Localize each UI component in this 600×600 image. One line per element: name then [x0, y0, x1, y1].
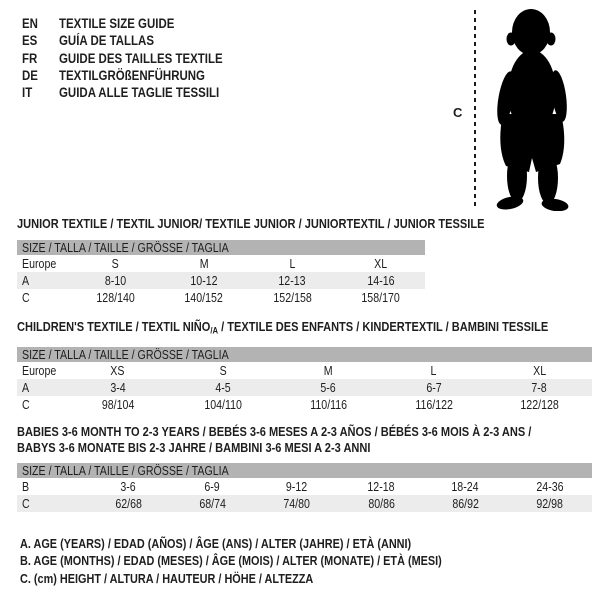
row-label: A — [22, 380, 30, 395]
table-row-c — [17, 289, 425, 306]
section-title-line2: BABYS 3-6 MONATE BIS 2-3 JAHRE / BAMBINI 3-6 MESI A 2-3 ANNI — [17, 440, 371, 456]
section-title-text: CHILDREN'S TEXTILE / TEXTIL $NIÑO_{/A}$ / TEXTILE DES ENFANTS / KINDERTEXTIL / BAMBINI TESSILE — [17, 319, 549, 336]
nino-a-subscript: /A — [210, 325, 219, 336]
table-cell: 116/122 — [415, 397, 453, 412]
section-title-children — [17, 319, 600, 338]
table-cell: 6-7 — [426, 380, 442, 395]
section-title-junior — [17, 216, 567, 232]
language-row — [22, 50, 252, 67]
table-cell: M — [199, 256, 209, 271]
table-cell: 3-6 — [120, 479, 136, 494]
section-title-line1: BABIES 3-6 MONTH TO 2-3 YEARS / BEBÉS 3-6 MESES A 2-3 AÑOS / BÉBÉS 3-6 MOIS À 2-3 ANS / — [17, 424, 532, 439]
table-cell: 8-10 — [104, 273, 126, 288]
table-cell: 74/80 — [283, 496, 311, 511]
language-code: EN — [22, 16, 38, 32]
section-title-text: JUNIOR TEXTILE / TEXTIL JUNIOR/ TEXTILE JUNIOR / JUNIORTEXTIL / JUNIOR TESSILE — [17, 216, 485, 231]
language-title: GUIDE DES TAILLES TEXTILE — [59, 50, 223, 66]
height-measure-line — [474, 10, 476, 208]
table-row-b — [17, 478, 592, 495]
table-cell: 140/152 — [184, 290, 223, 305]
language-code: DE — [22, 68, 38, 84]
language-row — [22, 67, 252, 84]
size-table-junior — [17, 240, 425, 306]
table-cell: 110/116 — [310, 397, 347, 412]
table-cell: 4-5 — [215, 380, 231, 395]
table-cell: 18-24 — [451, 479, 480, 494]
language-row — [22, 84, 252, 101]
table-cell: 128/140 — [96, 290, 135, 305]
table-cell: 80/86 — [367, 496, 395, 511]
table-row-europe — [17, 362, 592, 379]
table-cell: 9-12 — [286, 479, 308, 494]
table-cell: 12-18 — [367, 479, 395, 494]
size-header-label: SIZE / TALLA / TAILLE / GRÖSSE / TAGLIA — [22, 347, 229, 362]
row-label: B — [22, 479, 30, 494]
table-cell: 7-8 — [531, 380, 548, 395]
table-cell: XL — [374, 256, 388, 271]
size-header-bar — [17, 463, 592, 478]
size-header-label: SIZE / TALLA / TAILLE / GRÖSSE / TAGLIA — [22, 463, 229, 478]
section-title-babies — [17, 424, 600, 456]
table-cell: 10-12 — [190, 273, 218, 288]
table-cell: 104/110 — [204, 397, 242, 412]
language-title: GUÍA DE TALLAS — [59, 33, 154, 49]
table-cell: S — [111, 256, 119, 271]
table-cell: 5-6 — [320, 380, 337, 395]
table-cell: 92/98 — [536, 496, 564, 511]
table-cell: 62/68 — [114, 496, 142, 511]
row-label: Europe — [22, 256, 57, 271]
table-cell: 14-16 — [367, 273, 395, 288]
table-cell: 12-13 — [278, 273, 306, 288]
footnote-c: C. (cm) HEIGHT / ALTURA / HAUTEUR / HÖHE / ALTEZZA — [20, 570, 314, 586]
language-title: GUIDA ALLE TAGLIE TESSILI — [59, 85, 220, 101]
table-cell: L — [289, 256, 296, 271]
table-row-a — [17, 272, 425, 289]
table-cell: M — [324, 363, 333, 378]
language-row — [22, 15, 252, 32]
language-code: ES — [22, 33, 38, 49]
baby-silhouette-icon — [487, 6, 581, 211]
size-header-bar — [17, 240, 425, 255]
table-cell: 122/128 — [520, 397, 559, 412]
table-cell: L — [430, 363, 437, 378]
table-cell: 158/170 — [361, 290, 400, 305]
language-row — [22, 32, 252, 49]
row-label: C — [22, 397, 30, 412]
measure-label-c: C — [453, 105, 463, 120]
row-label: C — [22, 290, 30, 305]
size-header-bar — [17, 347, 592, 362]
table-cell: 86/92 — [452, 496, 479, 511]
row-label: Europe — [22, 363, 57, 378]
language-code: IT — [22, 85, 33, 101]
table-cell: XL — [532, 363, 546, 378]
size-header-label: SIZE / TALLA / TAILLE / GRÖSSE / TAGLIA — [22, 240, 229, 255]
table-row-c — [17, 396, 592, 413]
table-row-c — [17, 495, 592, 512]
size-table-babies — [17, 463, 592, 512]
footnote-b: B. AGE (MONTHS) / EDAD (MESES) / ÂGE (MOIS) / ALTER (MONATE) / ETÀ (MESI) — [20, 553, 442, 569]
table-cell: 98/104 — [101, 397, 134, 412]
language-legend — [22, 15, 252, 101]
language-title: TEXTILE SIZE GUIDE — [59, 16, 175, 32]
table-cell: 3-4 — [110, 380, 126, 395]
row-label: A — [22, 273, 30, 288]
table-cell: 152/158 — [273, 290, 312, 305]
language-code: FR — [22, 50, 38, 66]
table-cell: XS — [110, 363, 125, 378]
table-cell: 24-36 — [536, 479, 564, 494]
table-cell: 6-9 — [204, 479, 221, 494]
footnote-a: A. AGE (YEARS) / EDAD (AÑOS) / ÂGE (ANS) / ALTER (JAHRE) / ETÀ (ANNI) — [20, 536, 412, 551]
table-cell: 68/74 — [199, 496, 226, 511]
footnotes — [20, 535, 516, 587]
table-cell: S — [219, 363, 227, 378]
table-row-a — [17, 379, 592, 396]
size-table-children — [17, 347, 592, 413]
language-title: TEXTILGRÖßENFÜHRUNG — [59, 68, 205, 84]
table-row-europe — [17, 255, 425, 272]
row-label: C — [22, 496, 30, 511]
